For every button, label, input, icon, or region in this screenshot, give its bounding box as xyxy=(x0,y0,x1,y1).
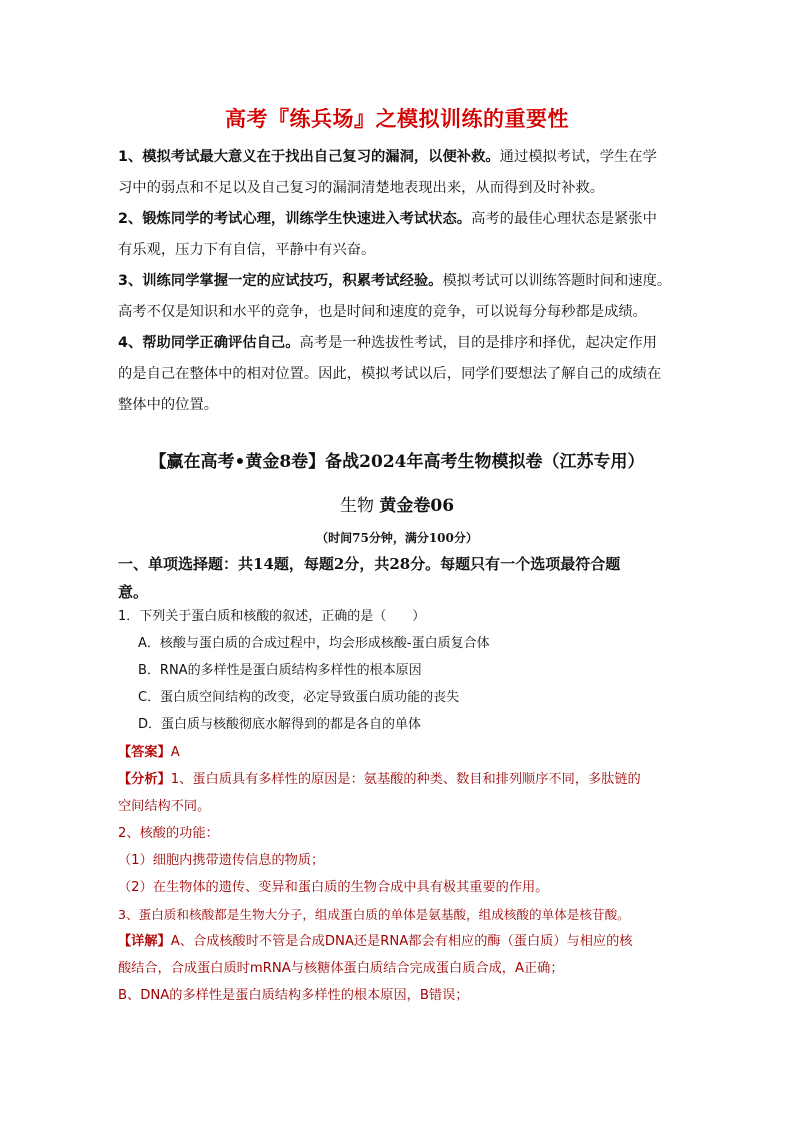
analysis-line-3: 2、核酸的功能： xyxy=(118,826,219,841)
detail-text-1: A、合成核酸时不管是合成DNA还是RNA都会有相应的酶（蛋白质）与相应的核 xyxy=(170,934,633,949)
analysis-line-1 xyxy=(118,766,686,793)
intro-item-2-bold: 2、锻炼同学的考试心理，训练学生快速进入考试状态。 xyxy=(118,211,472,227)
intro-item-3 xyxy=(118,266,688,297)
detail-line-3: B、DNA的多样性是蛋白质结构多样性的根本原因，B错误； xyxy=(118,988,469,1003)
intro-item-4-text: 高考是一种选拔性考试，目的是排序和择优，起决定作用 xyxy=(299,335,657,351)
analysis-line-4: （1）细胞内携带遗传信息的物质； xyxy=(118,853,325,868)
analysis-block xyxy=(118,766,686,928)
intro-section xyxy=(118,142,688,421)
intro-item-1-bold: 1、模拟考试最大意义在于找出自己复习的漏洞，以便补救。 xyxy=(118,149,500,165)
intro-item-2-cont: 有乐观，压力下有自信，平静中有兴奋。 xyxy=(118,242,376,258)
analysis-line-6: 3、蛋白质和核酸都是生物大分子，组成蛋白质的单体是氨基酸，组成核酸的单体是核苷酸。 xyxy=(118,907,630,922)
intro-item-4 xyxy=(118,328,688,359)
exam-title: 【赢在高考•黄金8卷】备战2024年高考生物模拟卷（江苏专用） xyxy=(149,452,645,472)
section-heading-line-2: 意。 xyxy=(118,583,149,601)
option-d: D．蛋白质与核酸彻底水解得到的都是各自的单体 xyxy=(138,717,422,732)
intro-item-4-cont2: 整体中的位置。 xyxy=(118,397,219,413)
analysis-text-1: 1、蛋白质具有多样性的原因是：氨基酸的种类、数目和排列顺序不同，多肽链的 xyxy=(170,772,641,787)
option-b: B．RNA的多样性是蛋白质结构多样性的根本原因 xyxy=(138,663,422,678)
detail-block xyxy=(118,928,686,1009)
intro-item-1-cont: 习中的弱点和不足以及自己复习的漏洞清楚地表现出来，从而得到及时补救。 xyxy=(118,180,605,196)
answer-line xyxy=(118,739,686,766)
intro-item-4-bold: 4、帮助同学正确评估自己。 xyxy=(118,335,300,351)
detail-line-1 xyxy=(118,928,686,955)
intro-item-1 xyxy=(118,142,688,173)
question-stem: 1．下列关于蛋白质和核酸的叙述，正确的是（ ） xyxy=(118,609,426,624)
intro-title: 高考『练兵场』之模拟训练的重要性 xyxy=(225,107,569,131)
intro-item-3-text: 模拟考试可以训练答题时间和速度。 xyxy=(442,273,672,289)
exam-subject: 生物 xyxy=(339,496,374,516)
intro-item-3-cont: 高考不仅是知识和水平的竞争，也是时间和速度的竞争，可以说每分每秒都是成绩。 xyxy=(118,304,647,320)
intro-item-3-bold: 3、训练同学掌握一定的应试技巧，积累考试经验。 xyxy=(118,273,443,289)
section-heading xyxy=(118,550,684,606)
section-heading-line-1: 一、单项选择题：共14题，每题2分，共28分。每题只有一个选项最符合题 xyxy=(118,555,621,573)
answer-tag: 【答案】 xyxy=(118,745,171,760)
exam-subtitle xyxy=(0,491,794,516)
exam-time-note: （时间75分钟，满分100分） xyxy=(316,531,478,545)
detail-line-2: 酸结合，合成蛋白质时mRNA与核糖体蛋白质结合完成蛋白质合成，A正确； xyxy=(118,961,564,976)
analysis-line-2: 空间结构不同。 xyxy=(118,799,211,814)
analysis-line-5: （2）在生物体的遗传、变异和蛋白质的生物合成中具有极其重要的作用。 xyxy=(118,880,549,895)
intro-item-1-text: 通过模拟考试，学生在学 xyxy=(499,149,657,165)
option-c: C．蛋白质空间结构的改变，必定导致蛋白质功能的丧失 xyxy=(138,690,460,705)
analysis-tag: 【分析】 xyxy=(118,772,171,787)
intro-item-2 xyxy=(118,204,688,235)
option-a: A．核酸与蛋白质的合成过程中，均会形成核酸-蛋白质复合体 xyxy=(138,636,490,651)
intro-item-2-text: 高考的最佳心理状态是紧张中 xyxy=(471,211,657,227)
exam-paper-name: 黄金卷06 xyxy=(379,496,455,516)
intro-item-4-cont: 的是自己在整体中的相对位置。因此，模拟考试以后，同学们要想法了解自己的成绩在 xyxy=(118,366,662,382)
answer-value: A xyxy=(170,745,180,760)
detail-tag: 【详解】 xyxy=(118,934,171,949)
